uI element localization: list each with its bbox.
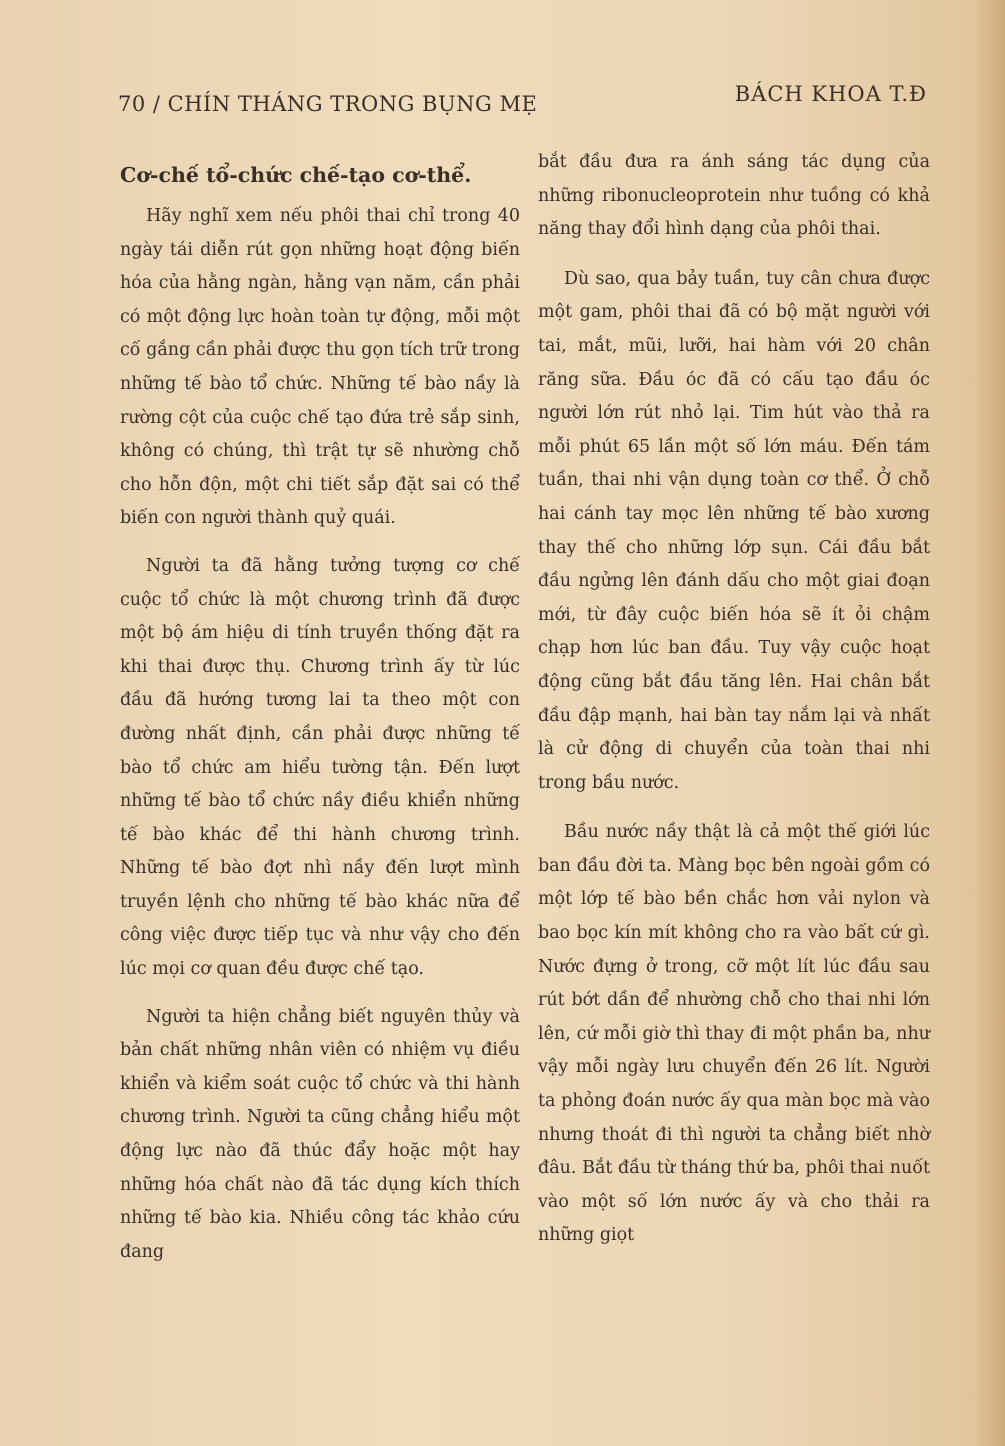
- running-header-left: 70 / CHÍN THÁNG TRONG BỤNG MẸ: [118, 92, 538, 116]
- section-title: Cơ-chế tổ-chức chế-tạo cơ-thể.: [120, 163, 472, 187]
- paragraph: Bầu nước nầy thật là cả một thế giới lúc ban đầu đời ta. Màng bọc bên ngoài gồm có một lớp tế bào bền chắc hơn vải nylon và bao bọc kín mít không cho ra vào bất cứ gì. Nước đựng ở trong, cỡ một lít lúc đầu sau rút bớt dần để nhường chỗ cho thai nhi lớn lên, cứ mỗi giờ thì thay đi một phần ba, như vậy mỗi ngày lưu chuyển đến 26 lít. Người ta phỏng đoán nước ấy qua màn bọc mà vào nhưng thoát đi thì người ta chẳng biết nhờ đâu. Bắt đầu từ tháng thứ ba, phôi thai nuốt vào một số lớn nước ấy và cho thải ra những giọt: [538, 822, 930, 1246]
- left-column: [120, 150, 520, 1283]
- running-header-right: BÁCH KHOA T.Đ: [734, 82, 927, 106]
- right-column: [538, 146, 930, 1269]
- paragraph: Người ta đã hằng tưởng tượng cơ chế cuộc tổ chức là một chương trình đã được một bộ ám hiệu di tính truyền thống đặt ra khi thai được thụ. Chương trình ấy từ lúc đầu đã hướng tương lai ta theo một con đường nhất định, cần phải được những tế bào tổ chức am hiểu tường tận. Đến lượt những tế bào tổ chức nầy điều khiển những tế bào khác để thi hành chương trình. Những tế bào đợt nhì nầy đến lượt mình truyền lệnh cho những tế bào khác nữa để công việc được tiếp tục và như vậy cho đến lúc mọi cơ quan đều được chế tạo.: [120, 555, 520, 980]
- paragraph: Dù sao, qua bảy tuần, tuy cân chưa được một gam, phôi thai đã có bộ mặt người với tai, mắt, mũi, lưỡi, hai hàm với 20 chân răng sữa. Đầu óc đã có cấu tạo đầu óc người lớn rút nhỏ lại. Tim hút vào thả ra mỗi phút 65 lần một số lớn máu. Đến tám tuần, thai nhi vận dụng toàn cơ thể. Ở chỗ hai cánh tay mọc lên những tế bào xương thay thế cho những lớp sụn. Cái đầu bắt đầu ngửng lên đánh dấu cho một giai đoạn mới, từ đây cuộc biến hóa sẽ ít ỏi chậm chạp hơn lúc ban đầu. Tuy vậy cuộc hoạt động cũng bắt đầu tăng lên. Hai chân bắt đầu đập mạnh, hai bàn tay nắm lại và nhất là cử động di chuyển của toàn thai nhi trong bầu nước.: [538, 268, 930, 793]
- paragraph-continued: bắt đầu đưa ra ánh sáng tác dụng của những ribonucleoprotein như tuồng có khả năng thay đổi hình dạng của phôi thai.: [538, 152, 930, 240]
- page-edge-shadow: [977, 0, 1005, 1446]
- paragraph: Người ta hiện chẳng biết nguyên thủy và bản chất những nhân viên có nhiệm vụ điều khiển và kiểm soát cuộc tổ chức và thi hành chương trình. Người ta cũng chẳng hiểu một động lực nào đã thúc đẩy hoặc một hay những hóa chất nào đã tác dụng kích thích những tế bào kia. Nhiều công tác khảo cứu đang: [120, 1006, 520, 1262]
- paragraph: Hãy nghĩ xem nếu phôi thai chỉ trong 40 ngày tái diễn rút gọn những hoạt động biến hóa của hằng ngàn, hằng vạn năm, cần phải có một động lực hoàn toàn tự động, mỗi một cố gắng cần phải được thu gọn tích trữ trong những tế bào tổ chức. Những tế bào nầy là rường cột của cuộc chế tạo đứa trẻ sắp sinh, không có chúng, thì trật tự sẽ nhường chỗ cho hỗn độn, một chi tiết sắp đặt sai có thể biến con người thành quỷ quái.: [120, 206, 520, 529]
